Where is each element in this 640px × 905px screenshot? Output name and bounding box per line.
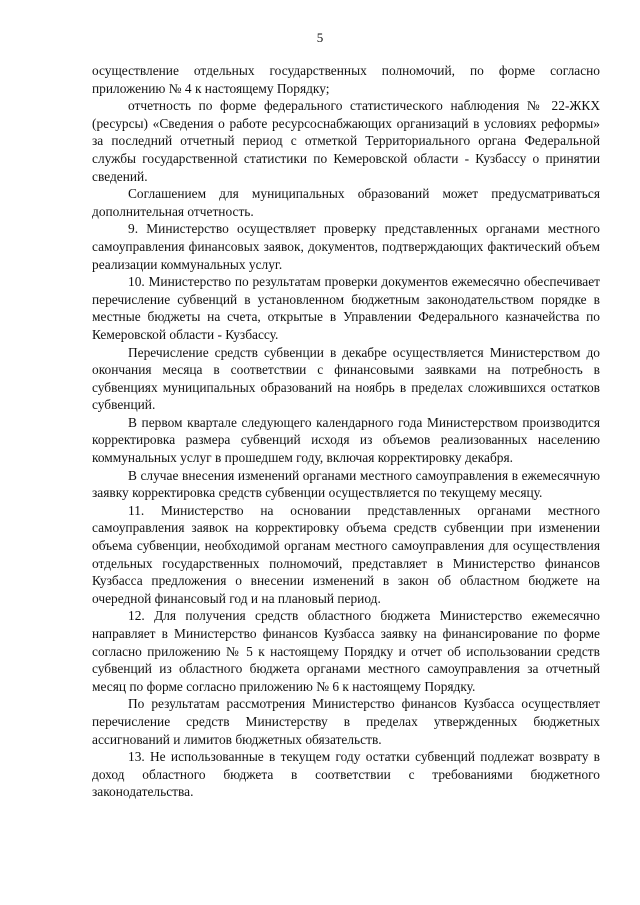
paragraph-item-9: 9. Министерство осуществляет проверку представленных органами местного самоуправления финансовых заявок, документов, подтверждающих фактический объем реализации коммунальных услуг. <box>92 221 600 272</box>
paragraph-monthly-request-change: В случае внесения изменений органами местного самоуправления в ежемесячную заявку корректировка средств субвенции осуществляется по текущему месяцу. <box>92 467 600 501</box>
page-number: 5 <box>316 30 324 45</box>
paragraph-first-quarter-adjustment: В первом квартале следующего календарного года Министерством производится корректировка размера субвенций исходя из объемов реализованных населению коммунальных услуг в прошедшем году, включая корректировку декабря. <box>92 414 600 466</box>
paragraph-finance-transfer: По результатам рассмотрения Министерство финансов Кузбасса осуществляет перечисление средств Министерству в пределах утвержденных бюджетных ассигнований и лимитов бюджетных обязательств. <box>92 696 600 747</box>
paragraph-additional-reporting: Соглашением для муниципальных образований может предусматриваться дополнительная отчетность. <box>92 186 600 219</box>
paragraph-continuation: осуществление отдельных государственных полномочий, по форме согласно приложению № 4 к настоящему Порядку; <box>92 63 600 96</box>
paragraph-item-10: 10. Министерство по результатам проверки документов ежемесячно обеспечивает перечисление субвенций в установленном бюджетным законодательством порядке в местные бюджеты на счета, открытые в Управлении Федерального казначейства по Кемеровской области - Кузбассу. <box>92 274 600 342</box>
document-body <box>92 62 600 801</box>
paragraph-item-11: 11. Министерство на основании представленных органами местного самоуправления заявок на корректировку объема средств субвенции при изменении объема субвенции, необходимой органам местного самоуправления для осуществления отдельных государственных полномочий, представляет в Министерство финансов Кузбасса предложения о внесении изменений в закон об областном бюджете на очередной финансовый год и на плановый период. <box>92 502 600 606</box>
paragraph-item-13: 13. Не использованные в текущем году остатки субвенций подлежат возврату в доход областного бюджета в соответствии с требованиями бюджетного законодательства. <box>92 749 600 800</box>
paragraph-statistical-report: отчетность по форме федерального статистического наблюдения № 22-ЖКХ (ресурсы) «Сведения о работе ресурсоснабжающих организаций в условиях реформы» за последний отчетный период с отметкой Территориального органа Федеральной службы государственной статистики по Кемеровской области - Кузбассу о принятии сведений. <box>92 98 600 184</box>
paragraph-december-transfer: Перечисление средств субвенции в декабре осуществляется Министерством до окончания месяца в соответствии с финансовыми заявками на потребность в субвенциях муниципальных образований на ноябрь в пределах сложившихся остатков субвенций. <box>92 344 600 413</box>
paragraph-item-12: 12. Для получения средств областного бюджета Министерство ежемесячно направляет в Министерство финансов Кузбасса заявку на финансирование по форме согласно приложению № 5 к настоящему Порядку и отчет об использовании средств субвенций из областного бюджета органами местного самоуправления за отчетный месяц по форме согласно приложению № 6 к настоящему Порядку. <box>92 608 600 694</box>
